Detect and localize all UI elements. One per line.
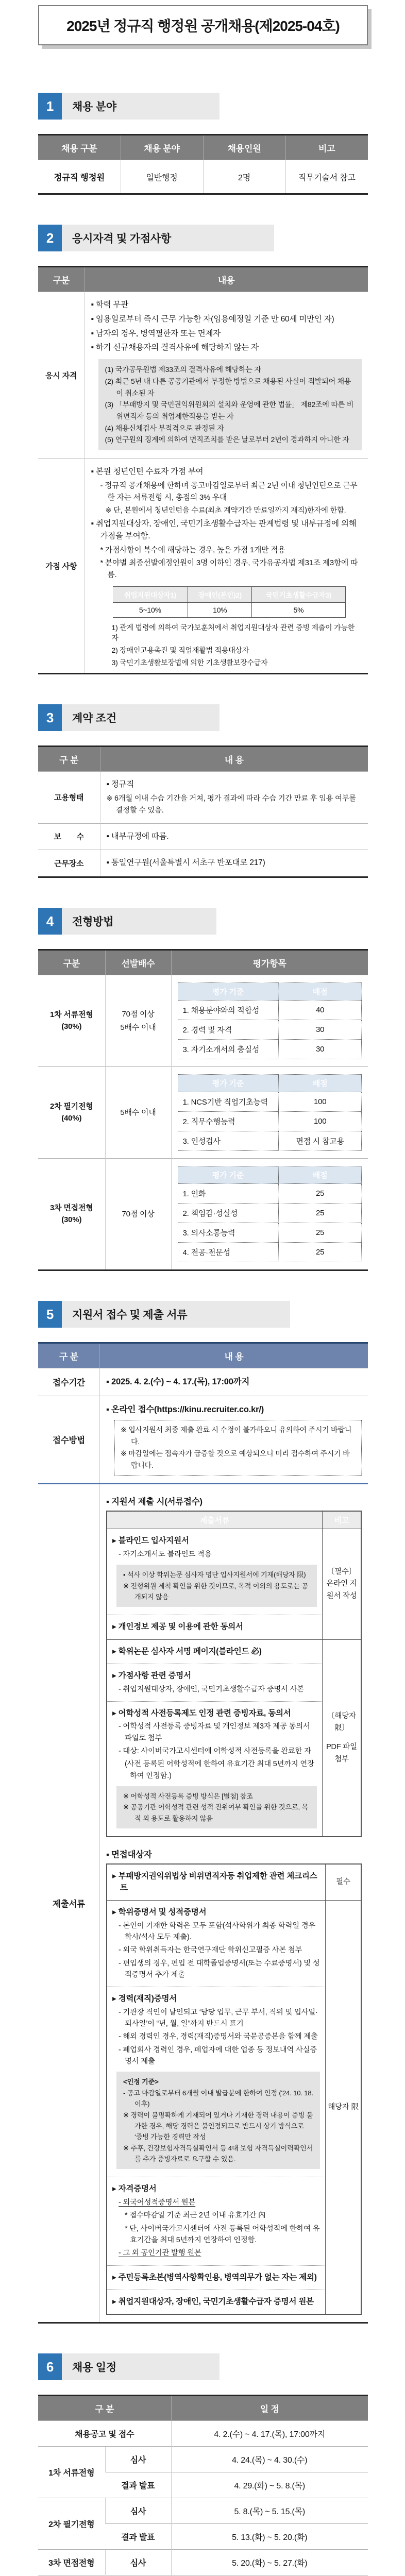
doc-sub: * 단, 사이버국가고시센터에 사전 등록된 어학성적에 한하여 유효기간을 최대 5년까지 연장하여 인정함.: [125, 2224, 320, 2244]
section-qualifications: [38, 225, 368, 674]
criteria-row: 2. 경력 및 자격 30: [178, 1020, 362, 1040]
col-header-schedule: 일 정: [171, 2396, 368, 2421]
schedule-value: 4. 2.(수) ~ 4. 17.(목), 17:00까지: [171, 2421, 368, 2447]
doc-title: ▸ 경력(재직)증명서: [112, 1994, 177, 2004]
schedule-value: 4. 29.(화) ~ 5. 8.(목): [171, 2472, 368, 2498]
stage-3-label: [38, 1159, 105, 1270]
doc-item-row: [107, 2177, 361, 2265]
col-header-content: 내 용: [100, 747, 368, 772]
cell-recruit-type: 정규직 행정원: [38, 160, 121, 194]
schedule-value: 4. 24.(목) ~ 4. 30.(수): [171, 2447, 368, 2472]
doc-item: [107, 1639, 323, 1664]
doc-title: ▸ 부패방지권익위법상 비위면직자등 취업제한 관련 체크리스트: [112, 1872, 317, 1892]
section-4-header: [38, 908, 368, 935]
section-1-header: [38, 93, 368, 120]
schedule-value: 5. 20.(화) ~ 5. 27.(화): [171, 2550, 368, 2575]
table-header-row: [38, 950, 368, 975]
cutline-line: 5배수 이내: [120, 1108, 156, 1117]
application-method-row: [38, 1396, 368, 1484]
bonus-rate-table: [113, 586, 346, 618]
col-header-category: 구 분: [38, 2396, 171, 2421]
bonus-col-employment-support: 취업지원대상자1): [113, 587, 188, 603]
employment-type-row: [38, 772, 368, 824]
doc-note-box: [116, 1786, 317, 1828]
bonus-rate-value: 10%: [188, 603, 252, 618]
col-header-category: 구분: [38, 267, 85, 292]
stage-1-criteria: [171, 975, 368, 1067]
section-5-title: 지원서 접수 및 제출 서류: [62, 1301, 290, 1328]
disqualification-item: (2) 최근 5년 내 다른 공공기관에서 부정한 방법으로 채용된 사실이 적발되어 채용이 취소된 자: [105, 377, 351, 397]
doc-title: ▸ 개인정보 제공 및 이용에 관한 동의서: [112, 1622, 243, 1632]
criteria-row: 2. 책임감·성실성 25: [178, 1204, 362, 1223]
col-header-category: 구 분: [38, 747, 100, 772]
doc-title: ▸ 주민등록초본(병역사항확인용, 병역의무가 없는 자는 제외): [112, 2273, 317, 2282]
criteria-row: 1. 인화 25: [178, 1184, 362, 1204]
sub-item: * 분야별 최종선발예정인원이 3명 이하인 경우, 국가유공자법 제31조 제3항에 따름.: [100, 559, 358, 580]
col-header-category: 구 분: [38, 1343, 100, 1368]
doc-item-row: [107, 1529, 361, 1615]
schedule-value: [171, 2575, 368, 2576]
remarks-col-header: 비고: [323, 1511, 362, 1529]
remarks-required: 〔필수〕 온라인 지원서 작성: [323, 1529, 362, 1639]
section-4-number-badge: 4: [38, 908, 62, 935]
bonus-col-basic-livelihood: 국민기초생활수급자3): [252, 587, 345, 603]
section-3-number-badge: 3: [38, 704, 62, 731]
submission-docs-row: [38, 1484, 368, 2323]
doc-item: [107, 1864, 326, 1900]
doc-sub: - 그 외 공인기관 발행 원본: [119, 2249, 201, 2258]
section-1-number-badge: 1: [38, 93, 62, 120]
criteria-header-row: [178, 983, 362, 1001]
row-label-period: 접수기간: [38, 1368, 100, 1396]
schedule-row-stage2-review: 2차 필기전형 심사 5. 8.(목) ~ 5. 15.(목): [38, 2498, 368, 2524]
criteria-row: 2. 직무수행능력 100: [178, 1112, 362, 1131]
section-5-header: [38, 1301, 368, 1328]
criteria-row: 3. 자기소개서의 충실성 30: [178, 1040, 362, 1059]
section-3-header: [38, 704, 368, 731]
stage-1-row: [38, 975, 368, 1067]
note-item: ※ 마감일에는 접속자가 급증할 것으로 예상되오니 미리 접수하여 주시기 바랍니다.: [121, 1449, 350, 1470]
remarks-required: 필수: [326, 1864, 362, 1900]
stage-1-label: [38, 975, 105, 1067]
docs-col-header: 제출서류: [107, 1511, 323, 1529]
bonus-content: [85, 459, 368, 673]
stage-3-criteria: [171, 1159, 368, 1270]
application-submission-table: [38, 1342, 368, 2324]
remarks-if-applicable: 해당자 限: [326, 1901, 362, 2315]
criteria-table: [178, 1166, 362, 1262]
criteria-row: 1. 채용분야와의 적합성 40: [178, 1001, 362, 1020]
note-item: ※ 경력이 불명확하게 기재되어 있거나 기재한 경력 내용이 증빙 불가한 경우, 해당 경력은 불인정되므로 반드시 상기 방식으로 ‘증빙 가능한 경력만 작성: [123, 2111, 313, 2141]
bonus-points-row: [38, 459, 368, 673]
doc-item: [107, 2265, 326, 2290]
score-col-header: 배점: [279, 1075, 362, 1092]
docs-header-row: [107, 1511, 361, 1529]
doc-item: [107, 1987, 326, 2177]
bullet-item: ▪ 내부규정에 따름.: [106, 832, 169, 841]
doc-sub: - 폐업회사 경력인 경우, 폐업자에 대한 업종 등 정보내역 사실증명서 제출: [119, 2045, 317, 2066]
doc-sub: - 편입생의 경우, 편입 전 대학졸업증명서(또는 수료증명서) 및 성적증명서 추가 제출: [119, 1959, 320, 1979]
col-header-content: 내용: [85, 267, 368, 292]
salary-row: [38, 823, 368, 850]
stage-name: 2차 필기전형: [49, 1102, 93, 1111]
qualification-row: [38, 292, 368, 459]
criteria-header-row: [178, 1075, 362, 1092]
row-label-workplace: 근무장소: [38, 850, 100, 877]
row-label-employment-type: 고용형태: [38, 772, 100, 824]
section-6-header: [38, 2353, 368, 2380]
method-content: [100, 1396, 368, 1484]
section-1-title: 채용 분야: [62, 93, 220, 120]
table-row: [38, 160, 368, 194]
bullet-item: ▪ 본원 청년인턴 수료자 가점 부여: [91, 467, 204, 476]
cell-remarks: 직무기술서 참고: [285, 160, 368, 194]
col-header-multiple: 선발배수: [105, 950, 171, 975]
note-item: - 공고 마감일로부터 6개월 이내 발급분에 한하여 인정 ('24. 10. 18. 이후): [123, 2089, 313, 2108]
schedule-table: [38, 2395, 368, 2576]
doc-item-row: [107, 1864, 361, 1900]
salary-content: [100, 823, 368, 850]
score-col-header: 배점: [279, 1166, 362, 1184]
doc-title: ▸ 학위증명서 및 성적증명서: [112, 1908, 207, 1917]
stage-3-cutline: [105, 1159, 171, 1270]
section-selection-process: [38, 908, 368, 1271]
box-title: <인정 기준>: [123, 2078, 159, 2086]
doc-item: [107, 1702, 323, 1837]
note-item: ※ 어학성적 사전등록 증빙 방식은 [별첨] 참조: [123, 1792, 253, 1801]
row-label-documents: 제출서류: [38, 1484, 100, 2323]
stage-name: 1차 서류전형: [49, 1010, 93, 1020]
schedule-row-stage2-result: 결과 발표 5. 13.(화) ~ 5. 20.(화): [38, 2524, 368, 2550]
doc-item-row: [107, 1639, 361, 1664]
section-2-number-badge: 2: [38, 225, 62, 251]
col-header-remarks: 비고: [285, 135, 368, 160]
row-label-qualification: 응시 자격: [38, 292, 85, 459]
note-item: ※ 공공기관 어학성적 관련 성적 진위여부 확인을 위한 것으로, 목적 외 용도로 활용하지 않음: [123, 1803, 308, 1822]
criteria-header-row: [178, 1166, 362, 1184]
note-item: ▪ 석사 이상 학위논문 심사자 명단 입사지원서에 기재(해당자 限): [123, 1571, 306, 1579]
note-item: ※ 입사지원서 최종 제출 완료 시 수정이 불가하오니 유의하여 주시기 바랍니다.: [121, 1425, 352, 1446]
employment-type-content: [100, 772, 368, 824]
disqualification-item: (1) 국가공무원법 제33조의 결격사유에 해당하는 자: [105, 365, 261, 374]
criteria-row: 3. 의사소통능력 25: [178, 1223, 362, 1243]
documents-content: [100, 1484, 368, 2323]
doc-note-box: [116, 1565, 317, 1607]
disqualification-item: (3) 「부패방지 및 국민권익위원회의 설치와 운영에 관한 법률」 제82조에 따른 비위면직자 등의 취업제한적용을 받는 자: [105, 400, 354, 420]
stage-2-row: [38, 1067, 368, 1159]
docs-part1-title: ▪ 지원서 제출 시(서류접수): [106, 1497, 202, 1507]
period-content: [100, 1368, 368, 1396]
doc-sub: - 자기소개서도 블라인드 적용: [119, 1550, 212, 1558]
bullet-item: ▪ 남자의 경우, 병역필한자 또는 면제자: [91, 329, 221, 338]
workplace-row: [38, 850, 368, 877]
doc-item: [107, 1664, 323, 1702]
note-item: ※ 6개월 이내 수습 기간을 거쳐, 평가 결과에 따라 수습 기간 만료 후 임용 여부를 결정할 수 있음.: [106, 794, 356, 815]
section-3-title: 계약 조건: [62, 704, 220, 731]
bonus-rate-header-row: [113, 587, 346, 603]
bullet-item: ▪ 학력 무관: [91, 300, 129, 309]
doc-item-row: [107, 2290, 361, 2314]
section-application-submission: [38, 1301, 368, 2324]
disqualification-item: (4) 채용신체검사 부적격으로 판정된 자: [105, 423, 224, 432]
table-header-row: [38, 2396, 368, 2421]
selection-process-table: [38, 949, 368, 1271]
doc-sub: - 어학성적 사전등록 증빙자료 및 개인정보 제3자 제공 동의서 파일로 첨부: [119, 1722, 310, 1742]
schedule-row-stage3-review: 3차 면접전형 심사 5. 20.(화) ~ 5. 27.(화): [38, 2550, 368, 2575]
bonus-rate-value: 5%: [252, 603, 345, 618]
doc-sub: - 외국어성적증명서 원본: [119, 2198, 196, 2207]
criteria-col-header: 평가 기준: [178, 1075, 279, 1092]
doc-item-row: [107, 1901, 361, 1987]
schedule-row-stage1-review: 1차 서류전형 심사 4. 24.(목) ~ 4. 30.(수): [38, 2447, 368, 2472]
section-2-title: 응시자격 및 가점사항: [62, 225, 274, 251]
qualifications-table: [38, 266, 368, 674]
stage-2-criteria: [171, 1067, 368, 1159]
footnote: 1) 관계 법령에 의하여 국가보훈처에서 취업지원대상자 관련 증빙 제출이 가능한 자: [111, 623, 355, 642]
section-contract-conditions: [38, 704, 368, 878]
stage-weight: (30%): [61, 1022, 82, 1031]
application-docs-table: [106, 1511, 362, 1837]
method-notes-box: [114, 1420, 362, 1476]
criteria-row: 3. 인성검사 면접 시 참고용: [178, 1131, 362, 1151]
doc-sub: * 접수마감일 기준 최근 2년 이내 유효기간 內: [125, 2211, 266, 2220]
doc-item: [107, 2177, 326, 2265]
col-header-headcount: 채용인원: [203, 135, 285, 160]
section-recruitment-schedule: [38, 2353, 368, 2576]
section-6-number-badge: 6: [38, 2353, 62, 2380]
doc-title: ▸ 가점사항 관련 증명서: [112, 1671, 191, 1681]
col-header-criteria: 평가항목: [171, 950, 368, 975]
workplace-content: [100, 850, 368, 877]
bullet-item: ▪ 임용일로부터 즉시 근무 가능한 자(임용예정일 기준 만 60세 미만인 자): [91, 314, 334, 324]
stage-weight: (40%): [61, 1113, 82, 1123]
contract-conditions-table: [38, 745, 368, 878]
schedule-row-final-result: [38, 2575, 368, 2576]
criteria-table: [178, 1074, 362, 1151]
schedule-value: 5. 13.(화) ~ 5. 20.(화): [171, 2524, 368, 2550]
schedule-row-announcement: 채용공고 및 접수 4. 2.(수) ~ 4. 17.(목), 17:00까지: [38, 2421, 368, 2447]
stage-1-cutline: [105, 975, 171, 1067]
cutline-line: 5배수 이내: [120, 1023, 156, 1032]
table-header-row: [38, 267, 368, 292]
bonus-rate-value-row: [113, 603, 346, 618]
stage-3-row: [38, 1159, 368, 1270]
section-5-number-badge: 5: [38, 1301, 62, 1328]
cell-headcount: 2명: [203, 160, 285, 194]
doc-sub: - 기관장 직인이 날인되고 ‘담당 업무, 근무 부서, 직위 및 입사일·퇴사일’이 “년, 월, 일”까지 반드시 표기: [119, 2008, 318, 2028]
stage-2-cutline: [105, 1067, 171, 1159]
doc-item: [107, 1901, 326, 1987]
application-period-row: [38, 1368, 368, 1396]
doc-title: ▸ 취업지원대상자, 장애인, 국민기초생활수급자 증명서 원본: [112, 2297, 314, 2306]
note-item: ※ 전형위원 제척 확인을 위한 것이므로, 목적 이외의 용도로는 공개되지 않음: [123, 1582, 308, 1601]
note-item: ※ 단, 본원에서 청년인턴을 수료(최초 계약기간 만료일까지 재직)한자에 한함.: [105, 506, 346, 515]
stage-name: 3차 면접전형: [49, 1204, 93, 1213]
section-4-title: 전형방법: [62, 908, 216, 935]
doc-sub: - 본인이 기재한 학력은 모두 포함(석사학위가 최종 학력일 경우 학사/석사 모두 제출).: [119, 1921, 316, 1941]
col-header-stage: 구분: [38, 950, 105, 975]
bullet-item: ▪ 정규직: [106, 780, 134, 789]
doc-item-row: [107, 2265, 361, 2290]
bullet-item: ▪ 하기 신규채용자의 결격사유에 해당하지 않는 자: [91, 343, 259, 352]
doc-item: [107, 1529, 323, 1615]
disqualification-box: [98, 359, 362, 450]
row-label-bonus: 가점 사항: [38, 459, 85, 673]
col-header-content: 내 용: [100, 1343, 368, 1368]
doc-sub: - 외국 학위취득자는 한국연구재단 학위신고필증 사본 첨부: [119, 1946, 302, 1955]
cell-field: 일반행정: [121, 160, 203, 194]
cutline-line: 70점 이상: [122, 1209, 155, 1218]
bullet-item: ▪ 취업지원대상자, 장애인, 국민기초생활수급자는 관계법령 및 내부규정에 의해 가점을 부여함.: [91, 519, 357, 541]
table-header-row: [38, 1343, 368, 1368]
doc-sub: - 해외 경력인 경우, 경력(재직)증명서와 국문공증본을 함께 제출: [119, 2032, 318, 2041]
remarks-if-applicable: 〔해당자 限〕 PDF 파일 첨부: [323, 1639, 362, 1837]
disqualification-item: (5) 연구원의 징계에 의하여 면직조치를 받은 날로부터 2년이 경과하지 아니한 자: [105, 435, 349, 444]
period-value: ▪ 2025. 4. 2.(수) ~ 4. 17.(목), 17:00까지: [106, 1377, 250, 1387]
row-label-method: 접수방법: [38, 1396, 100, 1484]
qualification-content: [85, 292, 368, 459]
doc-sub: - 취업지원대상자, 장애인, 국민기초생활수급자 증명서 사본: [119, 1685, 305, 1693]
bonus-rate-value: 5~10%: [113, 603, 188, 618]
doc-title: ▸ 어학성적 사전등록제도 인정 관련 증빙자료, 동의서: [112, 1709, 291, 1718]
score-col-header: 배점: [279, 983, 362, 1001]
doc-title: ▸ 블라인드 입사지원서: [112, 1536, 189, 1546]
note-item: ※ 추후, 건강보험자격득실확인서 등 4대 보험 자격득실이력확인서를 추가 증빙자료로 요구할 수 있음.: [123, 2144, 313, 2163]
stage-2-label: [38, 1067, 105, 1159]
doc-item-row: [107, 1987, 361, 2177]
table-header-row: [38, 747, 368, 772]
online-application-url: ▪ 온라인 접수(https://kinu.recruiter.co.kr/): [106, 1404, 264, 1414]
interview-docs-table: [106, 1863, 362, 2315]
doc-title: ▸ 학위논문 심사자 서명 페이지(블라인드 必): [112, 1647, 262, 1656]
bullet-item: ▪ 통일연구원(서울특별시 서초구 반포대로 217): [106, 858, 265, 868]
section-2-header: [38, 225, 368, 251]
footnote: 3) 국민기초생활보장법에 의한 기초생활보장수급자: [111, 658, 268, 667]
criteria-table: [178, 982, 362, 1059]
schedule-row-stage1-result: 결과 발표 4. 29.(화) ~ 5. 8.(목): [38, 2472, 368, 2498]
criteria-row: 4. 전공·전문성 25: [178, 1243, 362, 1262]
col-header-field: 채용 분야: [121, 135, 203, 160]
col-header-recruit-type: 채용 구분: [38, 135, 121, 160]
footnote: 2) 장애인고용촉진 및 직업재활법 적용대상자: [111, 646, 249, 655]
sub-item: * 가점사항이 복수에 해당하는 경우, 높은 가점 1개만 적용: [100, 546, 285, 555]
section-recruitment-field: [38, 93, 368, 195]
doc-item: [107, 2290, 326, 2314]
cutline-line: 70점 이상: [122, 1010, 155, 1019]
row-label-salary: 보 수: [38, 823, 100, 850]
section-6-title: 채용 일정: [62, 2353, 220, 2380]
docs-part2-title: ▪ 면접대상자: [106, 1850, 152, 1860]
criteria-col-header: 평가 기준: [178, 1166, 279, 1184]
criteria-col-header: 평가 기준: [178, 983, 279, 1001]
recognition-criteria-box: [116, 2072, 320, 2169]
bonus-col-disabled: 장애인(본인)2): [188, 587, 252, 603]
doc-title: ▸ 자격증명서: [112, 2184, 157, 2194]
criteria-row: 1. NCS기반 직업기초능력 100: [178, 1092, 362, 1112]
document-title: 2025년 정규직 행정원 공개채용(제2025-04호): [38, 5, 368, 45]
table-header-row: [38, 135, 368, 160]
recruitment-field-table: [38, 134, 368, 195]
doc-sub: - 대상: 사이버국가고시센터에 어학성적 사전등록을 완료한 자: [119, 1747, 311, 1756]
sub-item: - 정규직 공개채용에 한하며 공고마감일로부터 최근 2년 이내 청년인턴으로 근무한 자는 서류전형 시, 총점의 3% 우대: [100, 481, 358, 502]
doc-item: [107, 1615, 323, 1639]
schedule-value: 5. 8.(목) ~ 5. 15.(목): [171, 2498, 368, 2524]
stage-weight: (30%): [61, 1215, 82, 1224]
doc-sub: (사전 등록된 어학성적에 한하여 유효기간 최대 5년까지 연장하여 인정함.): [125, 1760, 314, 1780]
